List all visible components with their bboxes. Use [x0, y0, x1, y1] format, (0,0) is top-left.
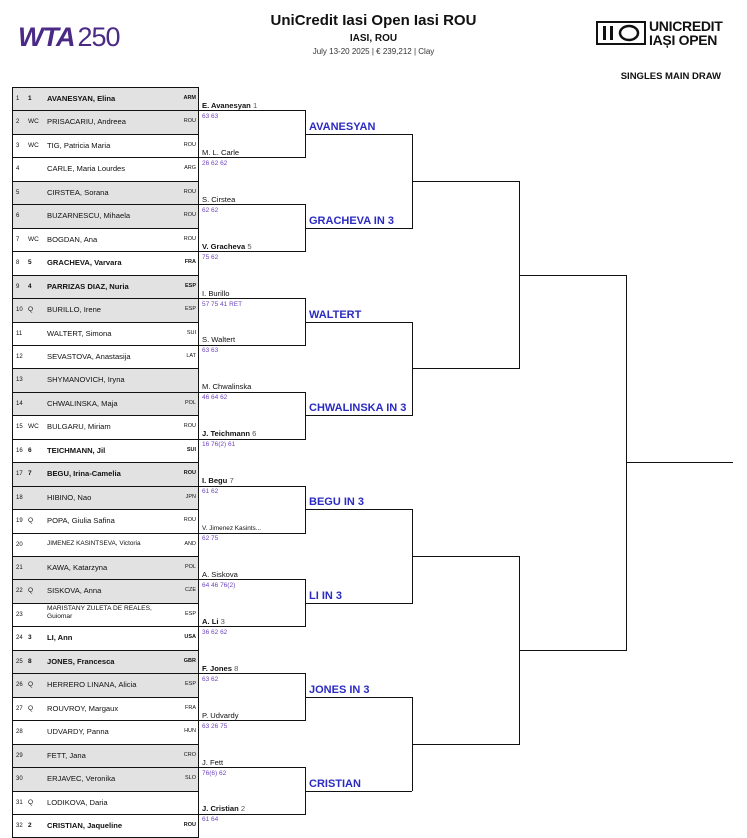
entry-separator [12, 157, 199, 158]
draw-entry [12, 110, 198, 134]
player-country: JPN [185, 493, 196, 500]
entry-separator [12, 603, 199, 604]
player-country: POL [184, 399, 196, 406]
draw-position: 23 [16, 611, 23, 618]
draw-entry [12, 298, 198, 322]
round1-winner-line [198, 251, 305, 252]
round2-winner: CRISTIAN [309, 777, 361, 790]
player-country: ESP [184, 282, 196, 289]
winner-name: S. Waltert [202, 335, 236, 345]
draw-entry [12, 814, 198, 838]
round1-winner [202, 195, 235, 204]
entry-seed: 8 [28, 657, 32, 665]
draw-entry [12, 673, 198, 697]
entry-seed: WC [28, 235, 39, 243]
draw-position: 18 [16, 494, 23, 501]
semifinal-line [519, 650, 626, 651]
draw-position: 4 [16, 166, 20, 173]
winner-name: V. Gracheva [202, 241, 246, 251]
draw-position: 13 [16, 377, 23, 384]
entry-separator [12, 626, 199, 627]
player-country: SUI [186, 446, 196, 453]
quarterfinal-line [412, 181, 519, 182]
entry-seed: Q [28, 517, 34, 525]
player-country: ESP [184, 610, 196, 617]
round2-winner: GRACHEVA IN 3 [309, 214, 394, 227]
player-country: ESP [184, 306, 196, 313]
draw-entry [12, 556, 198, 580]
draw-position: 22 [16, 588, 23, 595]
round2-winner: CHWALINSKA IN 3 [309, 402, 407, 415]
player-name: BEGU, Irina-Camelia [47, 469, 121, 479]
draw-entry [12, 87, 198, 111]
entry-separator [12, 697, 199, 698]
draw-position: 31 [16, 799, 23, 806]
player-name: BUZARNESCU, Mihaela [47, 211, 131, 221]
match-score: 75 62 [202, 253, 219, 261]
round1-winner [202, 758, 223, 767]
entry-separator [12, 298, 199, 299]
draw-position: 2 [16, 119, 20, 126]
round1-winner [202, 664, 238, 673]
match-score: 61 62 [202, 488, 219, 496]
round2-winner-line [305, 603, 412, 604]
entry-separator [12, 322, 199, 323]
player-country: ROU [183, 212, 196, 219]
entry-seed: 3 [28, 634, 32, 642]
player-country: CZE [185, 587, 196, 594]
entry-seed: WC [28, 141, 39, 149]
player-country: GBR [183, 657, 196, 664]
winner-name: F. Jones [202, 663, 232, 673]
match-score: 64 46 76(2) [202, 581, 236, 589]
winner-name: P. Udvardy [202, 710, 239, 720]
winner-seed: 2 [238, 804, 246, 814]
player-name: CHWALINSKA, Maja [47, 398, 118, 408]
player-name: PRISACARIU, Andreea [47, 117, 126, 127]
round2-winner: LI IN 3 [309, 589, 343, 602]
round1-winner-line [198, 673, 305, 674]
quarterfinal-line [412, 368, 519, 369]
round1-winner-line [198, 298, 305, 299]
draw-position: 7 [16, 236, 20, 243]
winner-name: J. Fett [202, 757, 224, 767]
draw-position: 21 [16, 565, 23, 571]
draw-entry [12, 392, 198, 416]
draw-position: 6 [16, 213, 20, 220]
round2-winner-line [305, 228, 412, 229]
draw-entry [12, 533, 198, 557]
entry-seed: Q [28, 587, 34, 595]
winner-name: J. Teichmann [202, 429, 250, 439]
round1-winner [202, 382, 251, 391]
winner-name: V. Jimenez Kasints... [202, 525, 262, 533]
entry-seed: WC [28, 423, 39, 431]
player-name: FETT, Jana [47, 750, 86, 760]
draw-entry [12, 204, 198, 228]
entry-seed: 2 [28, 821, 32, 829]
match-score: 46 64 62 [202, 394, 228, 402]
entry-separator [12, 275, 199, 276]
draw-entry [12, 462, 198, 486]
match-score: 63 63 [202, 347, 219, 355]
round2-winner: BEGU IN 3 [309, 496, 365, 509]
player-name: KAWA, Katarzyna [47, 563, 108, 572]
draw-entry [12, 486, 198, 510]
entry-seed: 6 [28, 446, 32, 454]
entry-seed: Q [28, 704, 34, 712]
entry-separator [12, 650, 199, 651]
round2-winner-line [305, 697, 412, 698]
player-country: ROU [183, 141, 196, 148]
entry-seed: Q [28, 681, 34, 689]
round2-winner-line [305, 415, 412, 416]
draw-name: SINGLES MAIN DRAW [620, 71, 721, 82]
entry-separator [12, 251, 199, 252]
winner-name: J. Cristian [202, 804, 239, 814]
entry-separator [12, 533, 199, 534]
draw-position: 8 [16, 260, 20, 267]
draw-position: 19 [16, 518, 23, 525]
entry-separator [12, 181, 199, 182]
player-name: BOGDAN, Ana [47, 234, 98, 244]
winner-seed: 7 [227, 476, 234, 486]
tournament-location: IASI, ROU [349, 33, 398, 44]
entry-seed: Q [28, 306, 34, 314]
player-name: ERJAVEC, Veronika [47, 774, 116, 784]
draw-entry [12, 368, 198, 392]
draw-entry [12, 791, 198, 815]
draw-entry [12, 509, 198, 533]
winner-seed: 3 [218, 616, 225, 626]
match-score: 63 26 75 [202, 722, 228, 730]
entry-seed: 7 [28, 470, 32, 478]
draw-entry [12, 251, 198, 275]
draw-entry [12, 579, 198, 603]
player-name: UDVARDY, Panna [47, 727, 109, 737]
draw-position: 1 [16, 96, 20, 102]
player-country: LAT [186, 352, 196, 359]
round1-winner-line [198, 439, 305, 440]
draw-position: 26 [16, 682, 23, 689]
round1-winner [202, 804, 245, 813]
semifinal-line [519, 275, 626, 276]
round2-winner-line [305, 509, 412, 510]
entry-separator [12, 345, 199, 346]
round2-winner-line [305, 322, 412, 323]
match-score: 57 75 41 RET [202, 300, 243, 308]
winner-seed: 5 [245, 241, 252, 251]
player-name: TIG, Patricia Maria [47, 140, 111, 150]
draw-entry [12, 603, 198, 627]
draw-entry [12, 181, 198, 205]
draw-entry [12, 415, 198, 439]
sponsor-line-1: UNICREDIT [649, 18, 723, 34]
entry-separator [12, 134, 199, 135]
player-name: SHYMANOVICH, Iryna [47, 375, 125, 385]
draw-position: 17 [16, 471, 23, 478]
player-country: ESP [184, 681, 196, 688]
entry-separator [12, 579, 199, 580]
player-country: ROU [183, 470, 196, 477]
draw-entry [12, 345, 198, 369]
player-name: WALTERT, Simona [47, 328, 112, 338]
round1-winner-line [198, 392, 305, 393]
round1-winner-line [198, 486, 305, 487]
round1-winner-line [198, 626, 305, 627]
match-score: 61 64 [202, 816, 219, 824]
player-country: ROU [183, 235, 196, 242]
entry-seed: 1 [28, 95, 32, 102]
draw-position: 27 [16, 705, 23, 712]
round1-winner [202, 335, 235, 344]
round1-winner-line [198, 720, 305, 721]
winner-name: M. Chwalinska [202, 382, 252, 392]
round1-winner-line [198, 157, 305, 158]
player-name: CARLE, Maria Lourdes [47, 164, 126, 174]
round1-winner [202, 570, 238, 579]
round2-winner-line [305, 134, 412, 135]
entry-separator [12, 415, 199, 416]
match-score: 62 62 [202, 206, 219, 214]
draw-entry [12, 626, 198, 650]
entry-separator [12, 392, 199, 393]
round2-winner: WALTERT [309, 308, 362, 321]
entry-separator [12, 204, 199, 205]
round1-winner-line [198, 579, 305, 580]
player-country: ROU [183, 423, 196, 430]
player-country: ARM [183, 95, 196, 101]
draw-position: 16 [16, 447, 23, 454]
player-country: CRO [183, 751, 196, 758]
player-name: BURILLO, Irene [47, 305, 102, 315]
draw-entry [12, 697, 198, 721]
player-name: CRISTIAN, Jaqueline [47, 820, 123, 830]
winner-name: I. Begu [202, 476, 228, 486]
draw-position: 24 [16, 635, 23, 642]
entry-separator [12, 87, 199, 88]
player-name: TEICHMANN, Jil [47, 445, 106, 455]
draw-entry [12, 767, 198, 791]
match-score: 16 76(2) 61 [202, 441, 236, 449]
draw-entry [12, 322, 198, 346]
draw-entry [12, 228, 198, 252]
quarterfinal-line [412, 556, 519, 557]
match-score: 26 62 62 [202, 159, 228, 167]
player-country: SUI [186, 329, 196, 336]
player-name: JIMENEZ KASINTSEVA, Victoria [47, 539, 141, 547]
match-score: 62 75 [202, 535, 219, 543]
entry-separator [12, 462, 199, 463]
entry-separator [12, 110, 199, 111]
round1-winner [202, 617, 225, 626]
entry-separator [12, 791, 199, 792]
player-name: JONES, Francesca [47, 656, 115, 666]
player-country: POL [184, 564, 196, 570]
player-name: PARRIZAS DIAZ, Nuria [47, 281, 129, 291]
draw-position: 25 [16, 658, 23, 665]
round1-winner-line [198, 204, 305, 205]
player-name: POPA, Giulia Safina [47, 516, 115, 526]
draw-position: 15 [16, 424, 23, 431]
tournament-level: 250 [77, 22, 120, 52]
player-country: HUN [184, 728, 196, 735]
player-country: USA [184, 634, 196, 641]
winner-seed: 1 [250, 100, 258, 110]
round1-connector [198, 87, 199, 837]
draw-position: 3 [16, 142, 20, 149]
draw-position: 11 [16, 330, 23, 337]
entry-separator [12, 556, 199, 557]
entry-separator [12, 486, 199, 487]
draw-entry [12, 275, 198, 299]
player-country: FRA [185, 704, 196, 711]
round1-winner [202, 476, 234, 485]
player-name: MARISTANY ZULETA DE REALES, Guiomar [47, 604, 152, 620]
round1-winner [202, 289, 229, 298]
round1-winner-line [198, 533, 305, 534]
quarterfinal-line [412, 744, 519, 745]
draw-position: 14 [16, 400, 23, 407]
player-country: ARG [184, 165, 196, 172]
player-name: SEVASTOVA, Anastasija [47, 351, 131, 361]
draw-position: 10 [16, 307, 23, 314]
winner-name: E. Avanesyan [202, 100, 251, 110]
round2-winner: AVANESYAN [309, 120, 376, 133]
player-name: BULGARU, Miriam [47, 422, 111, 432]
winner-seed: 8 [231, 663, 239, 673]
entry-separator [12, 720, 199, 721]
player-country: ROU [183, 517, 196, 524]
entry-separator [12, 439, 199, 440]
draw-position: 30 [16, 776, 23, 783]
round1-winner [202, 148, 239, 157]
draw-position: 12 [16, 353, 23, 360]
draw-entry [12, 439, 198, 463]
entry-separator [12, 509, 199, 510]
round1-winner [202, 101, 257, 110]
round1-winner-line [198, 110, 305, 111]
match-score: 36 62 62 [202, 628, 228, 636]
player-country: ROU [183, 118, 196, 125]
draw-position: 9 [16, 283, 20, 290]
entry-separator [12, 228, 199, 229]
player-name: LODIKOVA, Daria [47, 797, 108, 807]
winner-name: M. L. Carle [202, 147, 240, 157]
match-score: 76(6) 62 [202, 769, 227, 777]
sponsor-line-2: IAȘI OPEN [649, 32, 718, 48]
entry-seed: Q [28, 798, 34, 806]
winner-seed: 6 [249, 429, 257, 439]
draw-position: 32 [16, 822, 23, 829]
round1-winner-line [198, 767, 305, 768]
draw-position: 28 [16, 729, 23, 736]
winner-name: A. Siskova [202, 569, 238, 579]
entry-seed: 5 [28, 259, 32, 267]
player-country: ROU [183, 188, 196, 195]
round1-winner [202, 523, 261, 532]
draw-position: 29 [16, 752, 23, 759]
player-country: ROU [183, 821, 196, 828]
draw-position: 5 [16, 189, 20, 196]
draw-entry [12, 157, 198, 181]
tournament-details: July 13-20 2025 | € 239,212 | Clay [312, 47, 435, 56]
player-country: SLO [184, 775, 196, 782]
player-name: GRACHEVA, Varvara [47, 258, 122, 268]
round1-winner [202, 429, 256, 438]
player-name: AVANESYAN, Elina [47, 94, 116, 103]
winner-name: A. Li [202, 616, 219, 626]
entry-separator [12, 744, 199, 745]
draw-entry [12, 650, 198, 674]
champion-line [626, 462, 733, 463]
draw-position: 20 [16, 541, 23, 548]
match-score: 63 63 [202, 112, 219, 120]
draw-entry [12, 134, 198, 158]
entry-separator [12, 767, 199, 768]
round2-winner-line [305, 791, 412, 792]
entry-separator [12, 814, 199, 815]
entry-seed: WC [28, 118, 39, 126]
player-country: FRA [184, 259, 196, 266]
winner-name: S. Cirstea [202, 194, 236, 204]
entry-seed: 4 [28, 282, 32, 290]
wta-logo-mark: WTA [18, 22, 75, 52]
player-name: HIBINO, Nao [47, 492, 92, 502]
player-country: AND [184, 540, 196, 547]
player-name: ROUVROY, Margaux [47, 703, 119, 713]
entry-separator [12, 673, 199, 674]
player-name: LI, Ann [47, 633, 73, 643]
round1-winner [202, 711, 239, 720]
tournament-title: UniCredit Iasi Open Iasi ROU [270, 12, 477, 29]
match-score: 63 62 [202, 675, 219, 683]
round1-winner-line [198, 814, 305, 815]
player-name: HERRERO LINANA, Alicia [47, 680, 137, 690]
player-name: CIRSTEA, Sorana [47, 187, 109, 197]
round1-winner-line [198, 345, 305, 346]
entry-separator [12, 368, 199, 369]
round1-winner [202, 242, 252, 251]
draw-entry [12, 744, 198, 768]
round2-winner: JONES IN 3 [309, 683, 370, 696]
draw-entry [12, 720, 198, 744]
winner-name: I. Burillo [202, 288, 230, 298]
player-name: SISKOVA, Anna [47, 586, 102, 596]
